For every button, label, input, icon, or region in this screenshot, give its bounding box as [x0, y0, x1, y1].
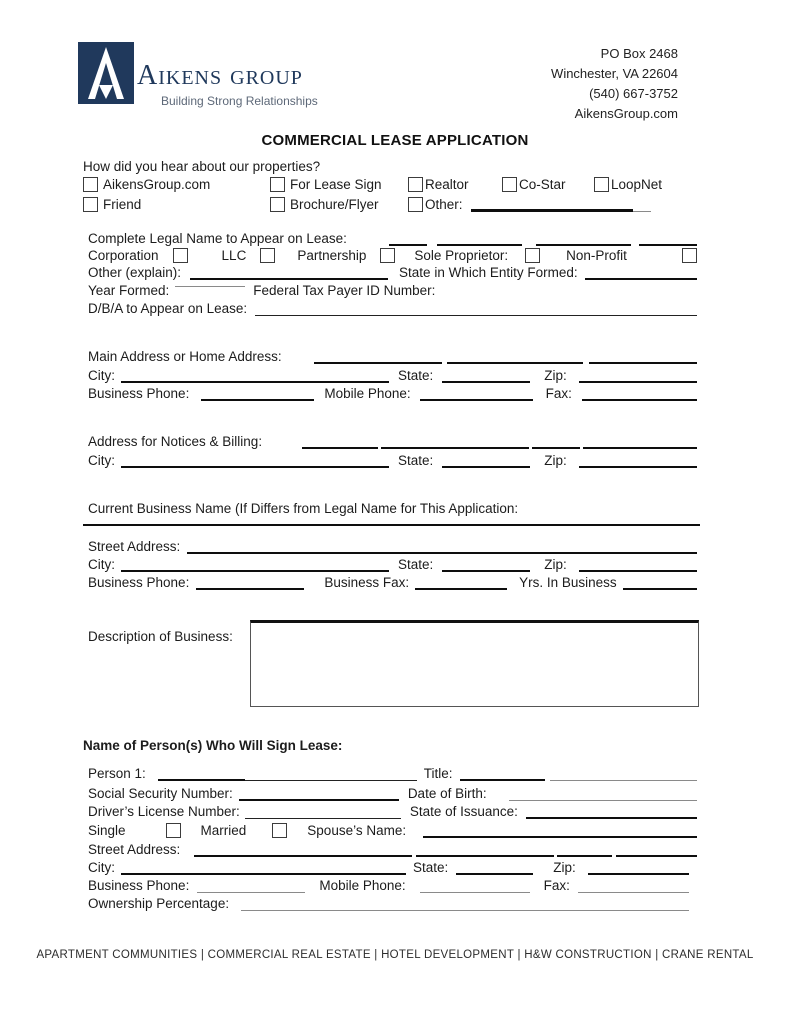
main-zip-line[interactable]: [579, 377, 697, 383]
signer-street-row: [88, 841, 697, 858]
legal-name-line-4[interactable]: [639, 240, 697, 246]
current-state-line[interactable]: [442, 566, 530, 572]
entity-type-llc-label: LLC: [221, 248, 247, 263]
title-label: Title:: [423, 766, 453, 781]
signer-street-line-4[interactable]: [616, 851, 697, 857]
checkbox-loopnet[interactable]: [594, 177, 609, 192]
checkbox-aikensgroup-com[interactable]: [83, 177, 98, 192]
spouse-name-line[interactable]: [423, 832, 697, 838]
main-city-line[interactable]: [121, 377, 389, 383]
main-address-label: Main Address or Home Address:: [88, 349, 282, 364]
yrs-in-business-label: Yrs. In Business: [519, 575, 617, 590]
label-other: Other:: [425, 197, 463, 212]
signer-business-phone-line[interactable]: [197, 888, 305, 893]
logo-wordmark: Aikens group: [137, 60, 303, 91]
dba-line[interactable]: [255, 311, 697, 316]
other-explain-row: [88, 264, 697, 281]
ssn-row: [88, 785, 697, 802]
signer-mobile-phone-line[interactable]: [420, 888, 530, 893]
current-business-heading: Current Business Name (If Differs from Legal Name for This Application:: [88, 501, 519, 516]
current-business-fax-line[interactable]: [415, 584, 507, 590]
year-formed-row: [88, 282, 697, 299]
referral-option-friend: [83, 196, 270, 213]
entity-type-non-profit-label: Non-Profit: [566, 248, 627, 263]
checkbox-realtor[interactable]: [408, 177, 423, 192]
person1-line-1[interactable]: [158, 775, 245, 781]
contact-phone: (540) 667-3752: [589, 86, 678, 101]
referral-option-realtor: [408, 176, 502, 193]
checkbox-other[interactable]: [408, 197, 423, 212]
other-field-line-tail: [633, 207, 651, 212]
other-field-line[interactable]: [471, 205, 633, 212]
current-business-name-line[interactable]: [83, 524, 700, 526]
dba-row: [88, 300, 697, 317]
current-business-phone-label: Business Phone:: [88, 575, 190, 590]
signer-heading-row: [83, 737, 697, 754]
label-friend: Friend: [103, 197, 142, 212]
company-contact-block: [551, 44, 678, 124]
current-street-row: [88, 538, 697, 555]
checkbox-friend[interactable]: [83, 197, 98, 212]
signer-fax-label: Fax:: [543, 878, 570, 893]
signer-fax-line[interactable]: [578, 888, 689, 893]
current-phone-row: [88, 574, 697, 591]
drivers-license-label: Driver’s License Number:: [88, 804, 240, 819]
referral-option-for-lease-sign: [270, 176, 408, 193]
notices-city-label: City:: [88, 453, 115, 468]
checkbox-partnership[interactable]: [380, 248, 395, 263]
checkbox-co-star[interactable]: [502, 177, 517, 192]
logo-text-block: [137, 42, 318, 108]
state-of-issuance-line[interactable]: [526, 813, 697, 819]
checkbox-corporation[interactable]: [173, 248, 188, 263]
ssn-label: Social Security Number:: [88, 786, 233, 801]
referral-option-loopnet: [594, 176, 662, 193]
single-label: Single: [88, 823, 126, 838]
title-line[interactable]: [460, 775, 545, 781]
signer-zip-line[interactable]: [588, 869, 689, 875]
footer-business-lines: APARTMENT COMMUNITIES | COMMERCIAL REAL ESTATE | HOTEL DEVELOPMENT | H&W CONSTRUCTION | CRANE RENTAL: [36, 949, 754, 961]
notices-address-line-1[interactable]: [302, 443, 378, 449]
state-of-issuance-label: State of Issuance:: [409, 804, 518, 819]
legal-name-line-2[interactable]: [437, 240, 522, 246]
referral-question: How did you hear about our properties?: [83, 159, 321, 174]
notices-address-line-2[interactable]: [381, 443, 529, 449]
label-for-lease-sign: For Lease Sign: [290, 177, 382, 192]
entity-type-partnership-label: Partnership: [297, 248, 367, 263]
drivers-license-row: [88, 803, 697, 820]
federal-tax-id-label: Federal Tax Payer ID Number:: [253, 283, 436, 298]
year-formed-line[interactable]: [175, 282, 245, 287]
main-state-label: State:: [398, 368, 434, 383]
notices-address-label: Address for Notices & Billing:: [88, 434, 263, 449]
notices-zip-line[interactable]: [579, 462, 697, 468]
state-formed-line[interactable]: [585, 274, 697, 280]
main-zip-label: Zip:: [544, 368, 567, 383]
label-aikensgroup-com: AikensGroup.com: [103, 177, 211, 192]
dob-line[interactable]: [509, 796, 697, 801]
signer-business-phone-label: Business Phone:: [88, 878, 190, 893]
legal-name-row: [88, 230, 697, 247]
logo-tagline: Building Strong Relationships: [161, 94, 318, 108]
ssn-line[interactable]: [239, 795, 399, 801]
checkbox-brochure-flyer[interactable]: [270, 197, 285, 212]
main-phone-row: [88, 385, 697, 402]
referral-option-aikensgroup: [83, 176, 270, 193]
page-title: COMMERCIAL LEASE APPLICATION: [261, 132, 529, 149]
legal-name-label: Complete Legal Name to Appear on Lease:: [88, 231, 347, 246]
legal-name-line-1[interactable]: [389, 240, 427, 246]
signer-street-line-3[interactable]: [557, 851, 612, 857]
signer-phone-row: [88, 877, 697, 894]
label-co-star: Co-Star: [519, 177, 566, 192]
entity-type-corporation-label: Corporation: [88, 248, 159, 263]
ownership-percentage-label: Ownership Percentage:: [88, 896, 230, 911]
state-formed-label: State in Which Entity Formed:: [399, 265, 578, 280]
legal-name-line-3[interactable]: [536, 240, 631, 246]
signer-heading: Name of Person(s) Who Will Sign Lease:: [83, 738, 343, 753]
notices-state-line[interactable]: [442, 462, 530, 468]
other-explain-line[interactable]: [190, 274, 388, 280]
main-address-line-2[interactable]: [447, 358, 583, 364]
ownership-percentage-line[interactable]: [241, 906, 689, 911]
checkbox-non-profit[interactable]: [682, 248, 697, 263]
main-address-line-3[interactable]: [589, 358, 697, 364]
current-business-heading-row: [88, 500, 697, 517]
notices-zip-label: Zip:: [544, 453, 567, 468]
signer-street-label: Street Address:: [88, 842, 181, 857]
main-mobile-phone-label: Mobile Phone:: [324, 386, 411, 401]
contact-city-state: Winchester, VA 22604: [551, 66, 678, 81]
current-zip-label: Zip:: [544, 557, 567, 572]
checkbox-married[interactable]: [272, 823, 287, 838]
entity-type-row: [88, 247, 697, 264]
signer-street-line-2[interactable]: [416, 851, 554, 857]
current-zip-line[interactable]: [579, 566, 697, 572]
referral-options-row-2: [83, 196, 697, 213]
current-street-label: Street Address:: [88, 539, 181, 554]
main-address-line-1[interactable]: [314, 358, 442, 364]
signer-city-line[interactable]: [121, 869, 406, 875]
description-of-business-box[interactable]: [250, 620, 699, 707]
current-city-row: [88, 556, 697, 573]
person1-label: Person 1:: [88, 766, 146, 781]
checkbox-for-lease-sign[interactable]: [270, 177, 285, 192]
current-state-label: State:: [398, 557, 434, 572]
main-city-label: City:: [88, 368, 115, 383]
notices-city-line[interactable]: [121, 462, 389, 468]
contact-po-box: PO Box 2468: [600, 46, 678, 61]
main-state-line[interactable]: [442, 377, 530, 383]
notices-address-row: [88, 433, 697, 450]
signer-mobile-phone-label: Mobile Phone:: [319, 878, 406, 893]
contact-website: AikensGroup.com: [574, 106, 678, 121]
signer-state-label: State:: [413, 860, 449, 875]
main-city-row: [88, 367, 697, 384]
aikens-logo-icon: [78, 42, 134, 104]
current-city-line[interactable]: [121, 566, 389, 572]
signer-city-label: City:: [88, 860, 115, 875]
main-business-phone-label: Business Phone:: [88, 386, 190, 401]
married-label: Married: [200, 823, 247, 838]
signer-street-line-1[interactable]: [194, 851, 412, 857]
main-fax-label: Fax:: [545, 386, 572, 401]
label-loopnet: LoopNet: [611, 177, 663, 192]
spouse-name-label: Spouse’s Name:: [307, 823, 407, 838]
referral-option-brochure: [270, 196, 408, 213]
referral-question-row: [83, 158, 697, 175]
signer-city-row: [88, 859, 697, 876]
person1-line-2[interactable]: [245, 776, 417, 781]
label-realtor: Realtor: [425, 177, 469, 192]
person1-row: [88, 765, 697, 782]
notices-state-label: State:: [398, 453, 434, 468]
year-formed-label: Year Formed:: [88, 283, 170, 298]
referral-option-co-star: [502, 176, 594, 193]
yrs-in-business-line[interactable]: [623, 584, 697, 590]
main-mobile-phone-line[interactable]: [420, 395, 533, 401]
ownership-row: [88, 895, 697, 912]
dob-label: Date of Birth:: [407, 786, 487, 801]
title-line-tail: [550, 776, 697, 781]
description-of-business-label: Description of Business:: [88, 629, 233, 644]
checkbox-sole-proprietor[interactable]: [525, 248, 540, 263]
aikens-group-logo: [78, 42, 318, 108]
main-address-row: [88, 348, 697, 365]
current-business-phone-line[interactable]: [196, 584, 304, 590]
referral-option-other: [408, 196, 463, 213]
entity-type-sole-proprietor-label: Sole Proprietor:: [414, 248, 509, 263]
dba-label: D/B/A to Appear on Lease:: [88, 301, 248, 316]
marital-status-row: [88, 822, 697, 839]
notices-address-line-3[interactable]: [532, 443, 580, 449]
drivers-license-line[interactable]: [245, 814, 401, 819]
label-brochure-flyer: Brochure/Flyer: [290, 197, 379, 212]
signer-zip-label: Zip:: [553, 860, 576, 875]
main-fax-line[interactable]: [582, 395, 697, 401]
current-street-line[interactable]: [187, 548, 697, 554]
other-explain-label: Other (explain):: [88, 265, 182, 280]
referral-options-row-1: [83, 176, 697, 193]
checkbox-single[interactable]: [166, 823, 181, 838]
checkbox-llc[interactable]: [260, 248, 275, 263]
notices-address-line-4[interactable]: [583, 443, 697, 449]
main-business-phone-line[interactable]: [201, 395, 314, 401]
current-business-fax-label: Business Fax:: [324, 575, 410, 590]
current-city-label: City:: [88, 557, 115, 572]
signer-state-line[interactable]: [456, 869, 533, 875]
notices-city-row: [88, 452, 697, 469]
